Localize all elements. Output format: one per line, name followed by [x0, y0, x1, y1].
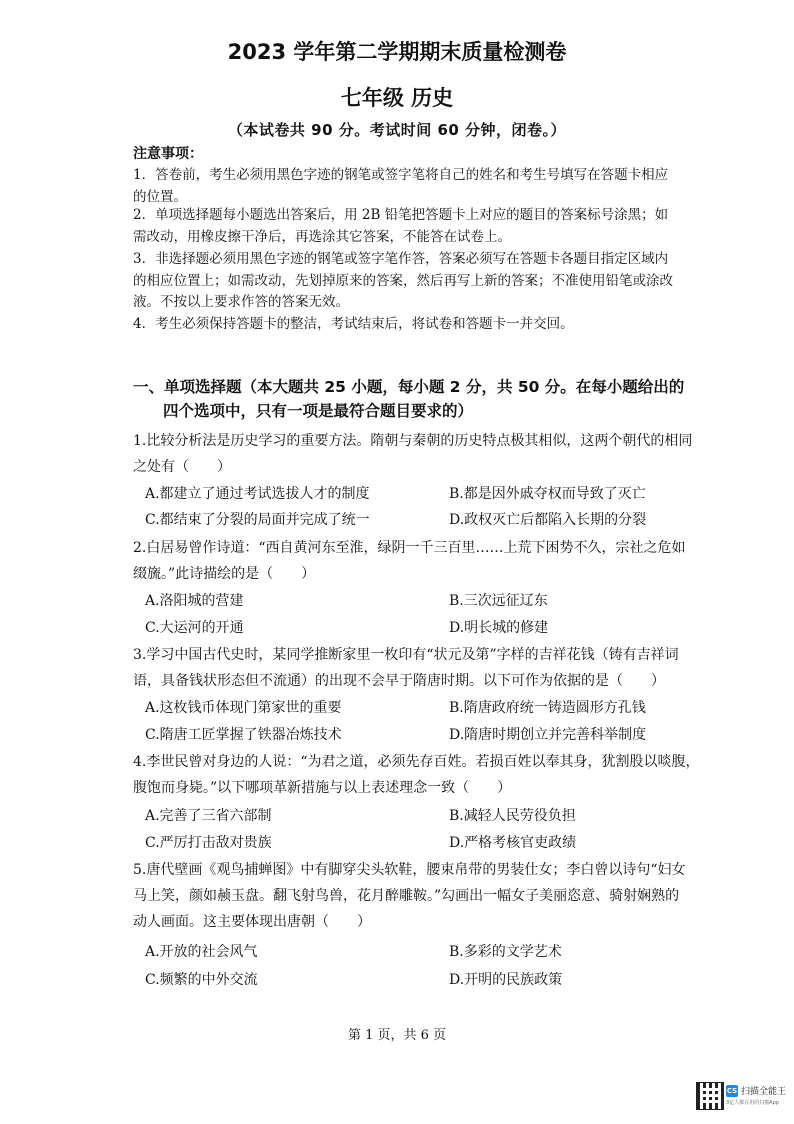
option-d: D.政权灭亡后都陷入长期的分裂 — [449, 512, 647, 528]
option-b: B.隋唐政府统一铸造圆形方孔钱 — [449, 700, 646, 716]
scanner-app-name: 扫描全能王 — [741, 1087, 787, 1097]
notice-heading: 注意事项： — [133, 146, 203, 162]
option-c: C.隋唐工匠掌握了铁器冶炼技术 — [145, 727, 342, 743]
notice-line: 液。不按以上要求作答的答案无效。 — [133, 294, 349, 310]
option-a: A.都建立了通过考试选拔人才的制度 — [145, 486, 370, 502]
question-stem — [133, 428, 703, 480]
question-line: 4.李世民曾对身边的人说：“为君之道，必须先存百姓。若损百姓以奉其身，犹割股以啖腹， — [133, 754, 700, 770]
option-d: D.严格考核官吏政绩 — [449, 835, 577, 851]
question-stem — [133, 749, 703, 801]
question-line: 2.白居易曾作诗道：“西自黄河东至淮，绿阴一千三百里……上荒下困势不久，宗社之危如 — [133, 540, 686, 556]
option-c: C.都结束了分裂的局面并完成了统一 — [145, 512, 370, 528]
question-stem — [133, 857, 703, 935]
option-c: C.频繁的中外交流 — [145, 972, 258, 988]
qr-code-icon — [696, 1082, 724, 1110]
notice-line: 3．非选择题必须用黑色字迹的钢笔或签字笔作答，答案必须写在答题卡各题目指定区域内 — [133, 251, 669, 267]
option-a: A.洛阳城的营建 — [145, 593, 244, 609]
notice-line: 的相应位置上；如需改动，先划掉原来的答案，然后再写上新的答案；不准使用铅笔或涂改 — [133, 273, 673, 289]
scanner-watermark — [696, 1082, 794, 1110]
section-heading — [133, 375, 703, 423]
question-line: 5.唐代壁画《观鸟捕蝉图》中有脚穿尖头软鞋，腰束帛带的男装仕女；李白曾以诗句“妇女 — [133, 862, 686, 878]
question-line: 语，具备钱状形态但不流通）的出现不会早于隋唐时期。以下可作为依据的是（ ） — [133, 673, 665, 689]
exam-info: （本试卷共 90 分。考试时间 60 分钟，闭卷。） — [227, 121, 567, 139]
option-b: B.多彩的文学艺术 — [449, 944, 562, 960]
question-stem — [133, 535, 703, 587]
question-stem — [133, 642, 703, 694]
option-b: B.减轻人民劳役负担 — [449, 808, 576, 824]
option-b: B.三次远征辽东 — [449, 593, 548, 609]
question-line: 动人画面。这主要体现出唐朝（ ） — [133, 914, 371, 930]
option-b: B.都是因外戚夺权而导致了灭亡 — [449, 486, 646, 502]
option-c: C.严厉打击敌对贵族 — [145, 835, 272, 851]
option-d: D.明长城的修建 — [449, 620, 549, 636]
option-d: D.开明的民族政策 — [449, 972, 563, 988]
question-line: 之处有（ ） — [133, 459, 231, 475]
notice-line: 的位置。 — [133, 189, 187, 205]
section-heading-line: 一、单项选择题（本大题共 25 小题，每小题 2 分，共 50 分。在每小题给出的 — [133, 378, 685, 396]
section-heading-line: 四个选项中，只有一项是最符合题目要求的） — [163, 402, 474, 420]
option-c: C.大运河的开通 — [145, 620, 244, 636]
exam-title: 2023 学年第二学期期末质量检测卷 — [227, 40, 567, 64]
option-d: D.隋唐时期创立并完善科举制度 — [449, 727, 647, 743]
option-a: A.这枚钱币体现门第家世的重要 — [145, 700, 342, 716]
question-line: 腹饱而身毙。”以下哪项革新措施与以上表述理念一致（ ） — [133, 780, 512, 796]
notice-line: 1．答卷前，考生必须用黑色字迹的钢笔或签字笔将自己的姓名和考生号填写在答题卡相应 — [133, 167, 669, 183]
question-line: 1.比较分析法是历史学习的重要方法。隋朝与秦朝的历史特点极其相似，这两个朝代的相同 — [133, 433, 693, 449]
question-line: 马上笑，颜如赪玉盘。翻飞射鸟兽，花月醉雕鞍。”勾画出一幅女子美丽恣意、骑射娴熟的 — [133, 888, 680, 904]
exam-subtitle: 七年级 历史 — [340, 86, 454, 110]
question-line: 3.学习中国古代史时，某同学推断家里一枚印有“状元及第”字样的吉祥花钱（铸有吉祥词 — [133, 647, 679, 663]
option-a: A.开放的社会风气 — [145, 944, 258, 960]
camscanner-logo-icon: CS — [726, 1087, 738, 1095]
notice-line: 2．单项选择题每小题选出答案后，用 2B 铅笔把答题卡上对应的题目的答案标号涂黑；如 — [133, 207, 669, 223]
notice-line: 4．考生必须保持答题卡的整洁，考试结束后，将试卷和答题卡一并交回。 — [133, 316, 574, 332]
option-a: A.完善了三省六部制 — [145, 808, 272, 824]
page-footer: 第 1 页，共 6 页 — [347, 1028, 447, 1043]
notice-line: 需改动，用橡皮擦干净后，再选涂其它答案，不能答在试卷上。 — [133, 229, 511, 245]
question-line: 缀旒。”此诗描绘的是（ ） — [133, 566, 316, 582]
scanner-tagline: 3亿人都在用的扫描App — [726, 1100, 779, 1106]
